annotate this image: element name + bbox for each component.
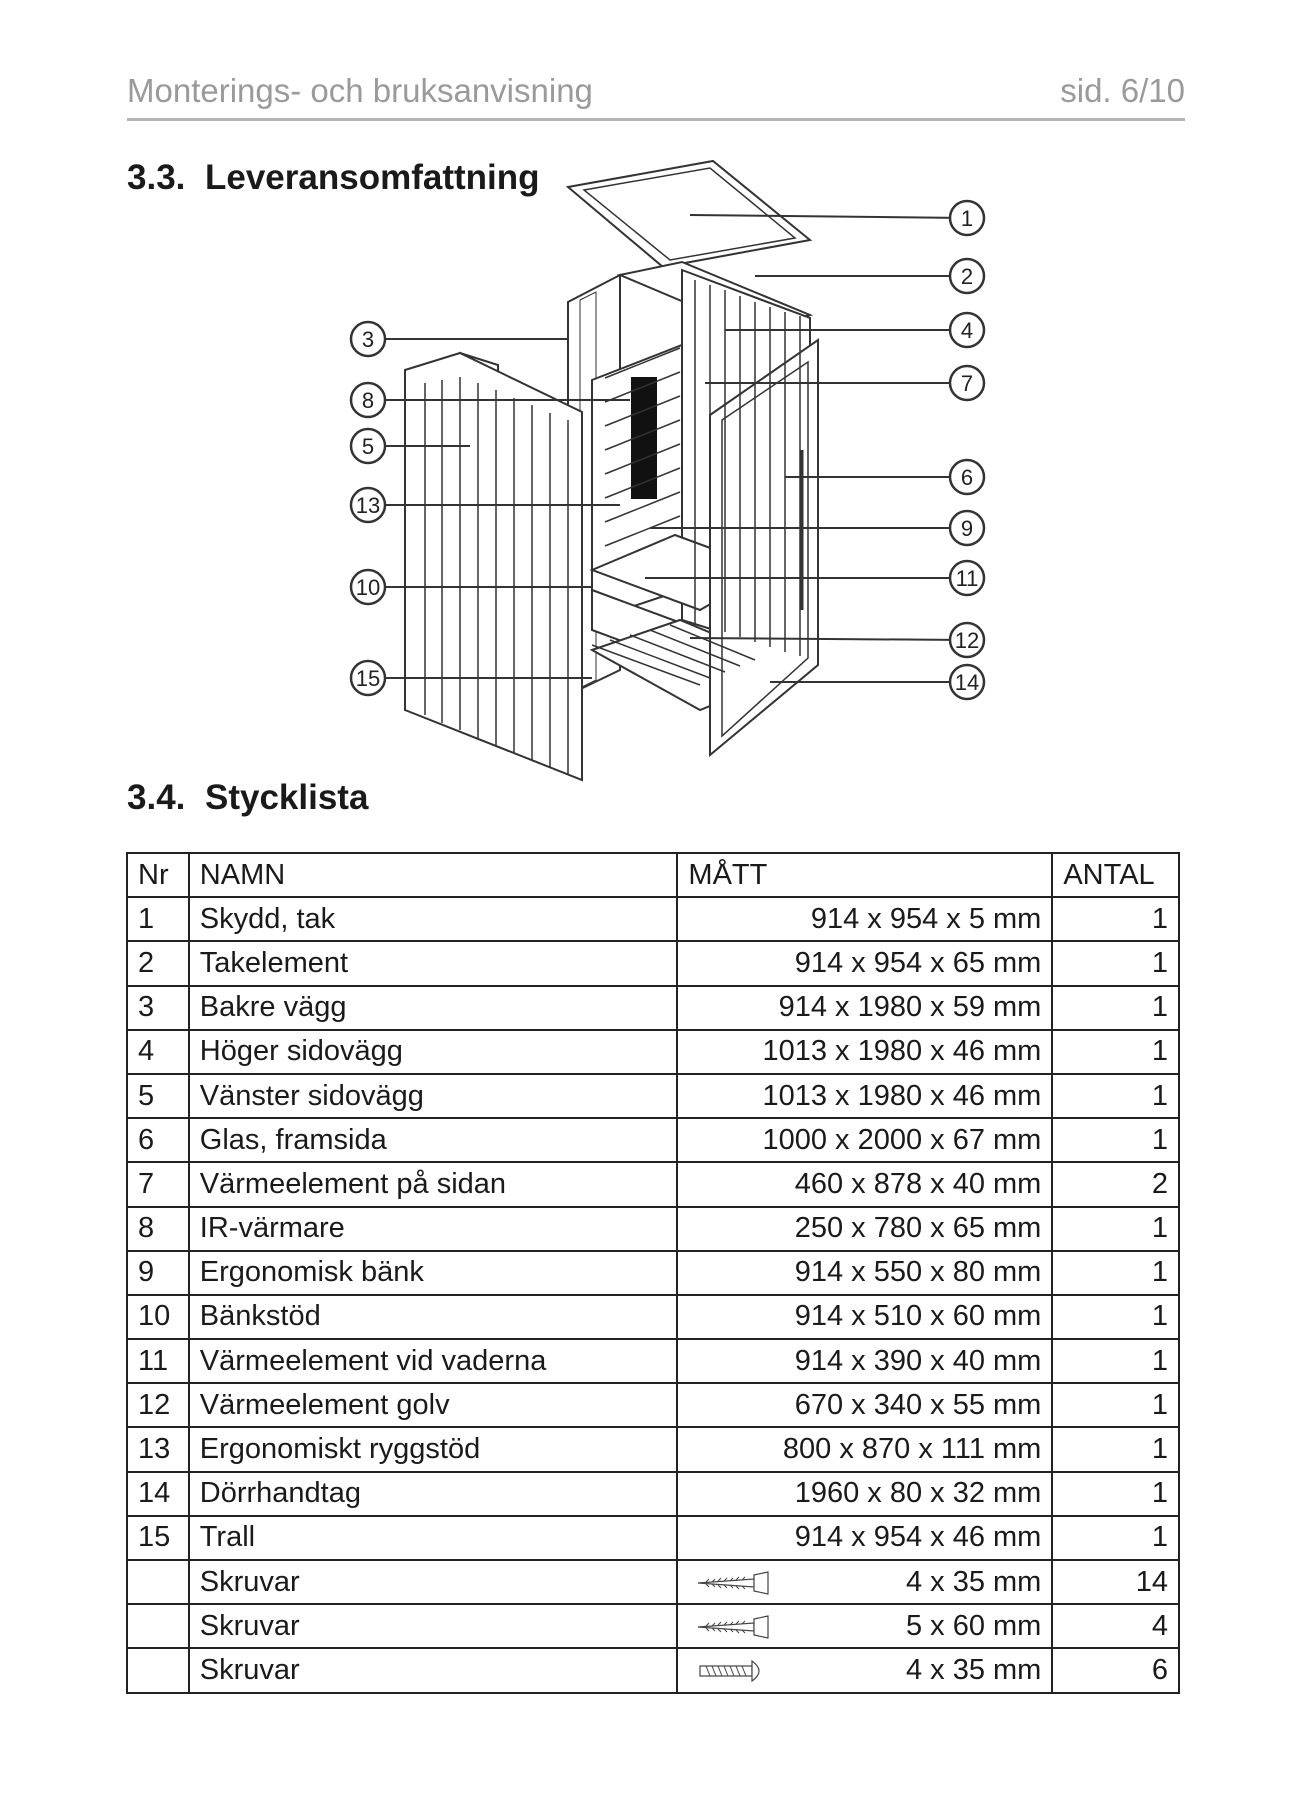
- cell-quantity-text: 1: [1151, 902, 1168, 935]
- cell-name: [189, 1030, 678, 1074]
- cell-quantity: [1052, 1383, 1179, 1427]
- section-number: 3.4.: [127, 778, 186, 817]
- callout-15: 15: [355, 666, 381, 691]
- callout-3: 3: [361, 327, 375, 352]
- wood-screw-icon: [696, 1570, 776, 1603]
- cell-quantity-text: 1: [1151, 1521, 1168, 1554]
- table-row: [127, 1118, 1179, 1162]
- cell-quantity: [1052, 1427, 1179, 1471]
- cell-dimensions-text: 1000 x 2000 x 67 mm: [762, 1123, 1042, 1156]
- cell-quantity: [1052, 1604, 1179, 1648]
- cell-nr: [127, 986, 189, 1030]
- cell-dimensions-text: 4 x 35 mm: [905, 1565, 1042, 1598]
- cell-name-text: Värmeelement vid vaderna: [199, 1344, 547, 1377]
- cell-name: [189, 1251, 678, 1295]
- table-row: [127, 1295, 1179, 1339]
- cell-quantity: [1052, 1516, 1179, 1560]
- header-nr: Nr: [127, 853, 189, 897]
- cell-name-text: Ergonomiskt ryggstöd: [199, 1433, 481, 1466]
- cell-dimensions-text: 914 x 1980 x 59 mm: [778, 991, 1042, 1024]
- cell-name: [189, 1516, 678, 1560]
- cell-nr-text: 10: [138, 1300, 171, 1333]
- cell-name: [189, 986, 678, 1030]
- cell-quantity: [1052, 1207, 1179, 1251]
- table-row: [127, 1383, 1179, 1427]
- cell-name: [189, 1560, 678, 1604]
- cell-name: [189, 941, 678, 985]
- wood-screw-icon: [696, 1614, 776, 1647]
- cell-dimensions-text: 1013 x 1980 x 46 mm: [762, 1079, 1042, 1112]
- cell-name-text: Takelement: [199, 946, 349, 979]
- cell-name-text: Skruvar: [199, 1565, 300, 1598]
- cell-quantity: [1052, 1118, 1179, 1162]
- cell-nr-text: 4: [138, 1035, 155, 1068]
- section-title: Stycklista: [205, 778, 369, 817]
- table-row: [127, 1648, 1179, 1692]
- cell-name-text: Bänkstöd: [199, 1300, 321, 1333]
- cell-nr: [127, 1074, 189, 1118]
- cell-nr-text: 11: [138, 1344, 169, 1377]
- left-side-wall-part: [405, 353, 582, 780]
- cell-dimensions-text: 914 x 510 x 60 mm: [794, 1300, 1042, 1333]
- cell-dimensions: [677, 897, 1052, 941]
- cell-nr-text: 2: [138, 946, 155, 979]
- table-row: [127, 1339, 1179, 1383]
- roof-cover-part: [568, 161, 810, 267]
- cell-name-text: IR-värmare: [199, 1212, 345, 1245]
- cell-dimensions-text: 914 x 954 x 65 mm: [794, 946, 1042, 979]
- callout-9: 9: [960, 516, 974, 541]
- cell-nr: [127, 1339, 189, 1383]
- table-row: [127, 897, 1179, 941]
- cell-dimensions: [677, 1339, 1052, 1383]
- cell-dimensions: [677, 1207, 1052, 1251]
- table-row: [127, 986, 1179, 1030]
- cell-quantity-text: 1: [1151, 1433, 1168, 1466]
- cell-name-text: Dörrhandtag: [199, 1477, 361, 1510]
- cell-name: [189, 1162, 678, 1206]
- cell-dimensions-text: 670 x 340 x 55 mm: [794, 1388, 1042, 1421]
- cell-nr-text: 6: [138, 1123, 155, 1156]
- cell-nr: [127, 1472, 189, 1516]
- cell-quantity: [1052, 1251, 1179, 1295]
- cell-quantity-text: 1: [1151, 1388, 1168, 1421]
- cell-dimensions-text: 914 x 390 x 40 mm: [794, 1344, 1042, 1377]
- table-row: [127, 1074, 1179, 1118]
- callout-12: 12: [954, 628, 980, 653]
- cell-nr: [127, 1516, 189, 1560]
- cell-nr: [127, 1427, 189, 1471]
- cell-nr-text: 13: [138, 1433, 171, 1466]
- cell-nr-text: 3: [138, 991, 155, 1024]
- table-row: [127, 1251, 1179, 1295]
- cell-quantity: [1052, 1472, 1179, 1516]
- cell-quantity: [1052, 1339, 1179, 1383]
- cell-nr-text: 9: [138, 1256, 155, 1289]
- section-number: 3.3.: [127, 158, 186, 197]
- cell-quantity-text: 2: [1151, 1167, 1168, 1200]
- machine-screw-icon: [696, 1658, 776, 1691]
- header-name: NAMN: [189, 853, 678, 897]
- cell-dimensions-text: 800 x 870 x 111 mm: [782, 1433, 1042, 1466]
- cell-dimensions: [677, 1030, 1052, 1074]
- table-row: [127, 1472, 1179, 1516]
- cell-nr: [127, 941, 189, 985]
- cell-name: [189, 897, 678, 941]
- callout-4: 4: [960, 318, 974, 343]
- cell-dimensions-text: 1960 x 80 x 32 mm: [794, 1477, 1042, 1510]
- table-row: [127, 1604, 1179, 1648]
- sauna-exploded-diagram: [330, 150, 1010, 790]
- cell-quantity: [1052, 1074, 1179, 1118]
- cell-dimensions: [677, 1295, 1052, 1339]
- callout-7: 7: [960, 371, 974, 396]
- cell-name: [189, 1118, 678, 1162]
- cell-quantity-text: 1: [1151, 991, 1168, 1024]
- cell-quantity: [1052, 1560, 1179, 1604]
- cell-nr: [127, 1030, 189, 1074]
- cell-quantity-text: 1: [1151, 1256, 1168, 1289]
- callout-6: 6: [960, 465, 974, 490]
- cell-name: [189, 1472, 678, 1516]
- cell-nr-text: 12: [138, 1388, 171, 1421]
- cell-dimensions: [677, 1383, 1052, 1427]
- table-row: [127, 941, 1179, 985]
- cell-quantity-text: 1: [1151, 1123, 1168, 1156]
- page-number: sid. 6/10: [1060, 72, 1185, 109]
- cell-dimensions: [677, 1074, 1052, 1118]
- cell-quantity-text: 1: [1151, 1035, 1168, 1068]
- table-row: [127, 1516, 1179, 1560]
- section-heading-parts: [127, 778, 368, 818]
- table-row: [127, 1207, 1179, 1251]
- cell-nr: [127, 1251, 189, 1295]
- cell-dimensions-text: 4 x 35 mm: [905, 1653, 1042, 1686]
- cell-dimensions-text: 914 x 954 x 5 mm: [810, 902, 1042, 935]
- cell-name-text: Värmeelement golv: [199, 1388, 450, 1421]
- callout-11: 11: [955, 566, 979, 591]
- callout-14: 14: [954, 670, 980, 695]
- cell-quantity: [1052, 1162, 1179, 1206]
- cell-nr-text: 7: [138, 1167, 155, 1200]
- header-quantity: ANTAL: [1052, 853, 1179, 897]
- cell-name-text: Glas, framsida: [199, 1123, 387, 1156]
- cell-quantity-text: 6: [1151, 1653, 1168, 1686]
- cell-dimensions-text: 5 x 60 mm: [905, 1609, 1042, 1642]
- callout-13: 13: [355, 493, 381, 518]
- cell-dimensions: [677, 1162, 1052, 1206]
- cell-dimensions: [677, 1472, 1052, 1516]
- cell-name: [189, 1074, 678, 1118]
- cell-quantity-text: 1: [1151, 1300, 1168, 1333]
- cell-quantity-text: 1: [1151, 1344, 1168, 1377]
- cell-name: [189, 1207, 678, 1251]
- cell-quantity-text: 4: [1151, 1609, 1168, 1642]
- cell-name-text: Trall: [199, 1521, 256, 1554]
- cell-nr: [127, 1604, 189, 1648]
- section-title: Leveransomfattning: [205, 158, 540, 197]
- cell-quantity-text: 14: [1135, 1565, 1168, 1598]
- parts-list-table: [126, 852, 1180, 1694]
- cell-name: [189, 1295, 678, 1339]
- cell-quantity: [1052, 941, 1179, 985]
- cell-name-text: Skruvar: [199, 1609, 300, 1642]
- document-title: Monterings- och bruksanvisning: [127, 72, 593, 109]
- cell-name: [189, 1383, 678, 1427]
- cell-nr-text: 14: [138, 1477, 171, 1510]
- cell-nr-text: 8: [138, 1212, 155, 1245]
- cell-dimensions: [677, 1118, 1052, 1162]
- cell-nr: [127, 1560, 189, 1604]
- cell-quantity: [1052, 1030, 1179, 1074]
- cell-dimensions: [677, 986, 1052, 1030]
- cell-dimensions: [677, 1251, 1052, 1295]
- cell-quantity: [1052, 986, 1179, 1030]
- cell-name-text: Skydd, tak: [199, 902, 336, 935]
- cell-nr: [127, 1162, 189, 1206]
- cell-name: [189, 1604, 678, 1648]
- cell-quantity: [1052, 1648, 1179, 1692]
- table-row: [127, 1427, 1179, 1471]
- cell-name: [189, 1427, 678, 1471]
- cell-nr: [127, 1383, 189, 1427]
- cell-name-text: Vänster sidovägg: [199, 1079, 424, 1112]
- table-header-row: [127, 853, 1179, 897]
- cell-quantity-text: 1: [1151, 946, 1168, 979]
- table-row: [127, 1560, 1179, 1604]
- cell-dimensions: [677, 1560, 1052, 1604]
- cell-dimensions: [677, 1604, 1052, 1648]
- header-dimensions: MÅTT: [677, 853, 1052, 897]
- cell-dimensions: [677, 1516, 1052, 1560]
- cell-name: [189, 1339, 678, 1383]
- cell-dimensions-text: 914 x 550 x 80 mm: [794, 1256, 1042, 1289]
- cell-quantity-text: 1: [1151, 1079, 1168, 1112]
- cell-dimensions: [677, 1427, 1052, 1471]
- callout-8: 8: [361, 388, 375, 413]
- cell-name-text: Höger sidovägg: [199, 1035, 403, 1068]
- callout-10: 10: [355, 575, 381, 600]
- cell-name-text: Värmeelement på sidan: [199, 1167, 507, 1200]
- cell-name-text: Skruvar: [199, 1653, 300, 1686]
- callout-2: 2: [960, 264, 974, 289]
- cell-nr-text: 1: [138, 902, 155, 935]
- cell-nr: [127, 1648, 189, 1692]
- callout-1: 1: [960, 206, 974, 231]
- cell-quantity: [1052, 897, 1179, 941]
- cell-dimensions-text: 914 x 954 x 46 mm: [794, 1521, 1042, 1554]
- cell-dimensions-text: 1013 x 1980 x 46 mm: [762, 1035, 1042, 1068]
- cell-dimensions: [677, 1648, 1052, 1692]
- cell-nr: [127, 1207, 189, 1251]
- callout-5: 5: [361, 434, 375, 459]
- cell-name-text: Ergonomisk bänk: [199, 1256, 424, 1289]
- cell-quantity-text: 1: [1151, 1212, 1168, 1245]
- table-row: [127, 1030, 1179, 1074]
- cell-name-text: Bakre vägg: [199, 991, 347, 1024]
- cell-dimensions-text: 460 x 878 x 40 mm: [794, 1167, 1042, 1200]
- cell-nr: [127, 897, 189, 941]
- cell-nr: [127, 1118, 189, 1162]
- cell-nr-text: 5: [138, 1079, 155, 1112]
- cell-quantity-text: 1: [1151, 1477, 1168, 1510]
- cell-nr: [127, 1295, 189, 1339]
- cell-nr-text: 15: [138, 1521, 171, 1554]
- table-row: [127, 1162, 1179, 1206]
- page-header: [127, 70, 1185, 121]
- cell-dimensions: [677, 941, 1052, 985]
- cell-name: [189, 1648, 678, 1692]
- cell-dimensions-text: 250 x 780 x 65 mm: [794, 1212, 1042, 1245]
- cell-quantity: [1052, 1295, 1179, 1339]
